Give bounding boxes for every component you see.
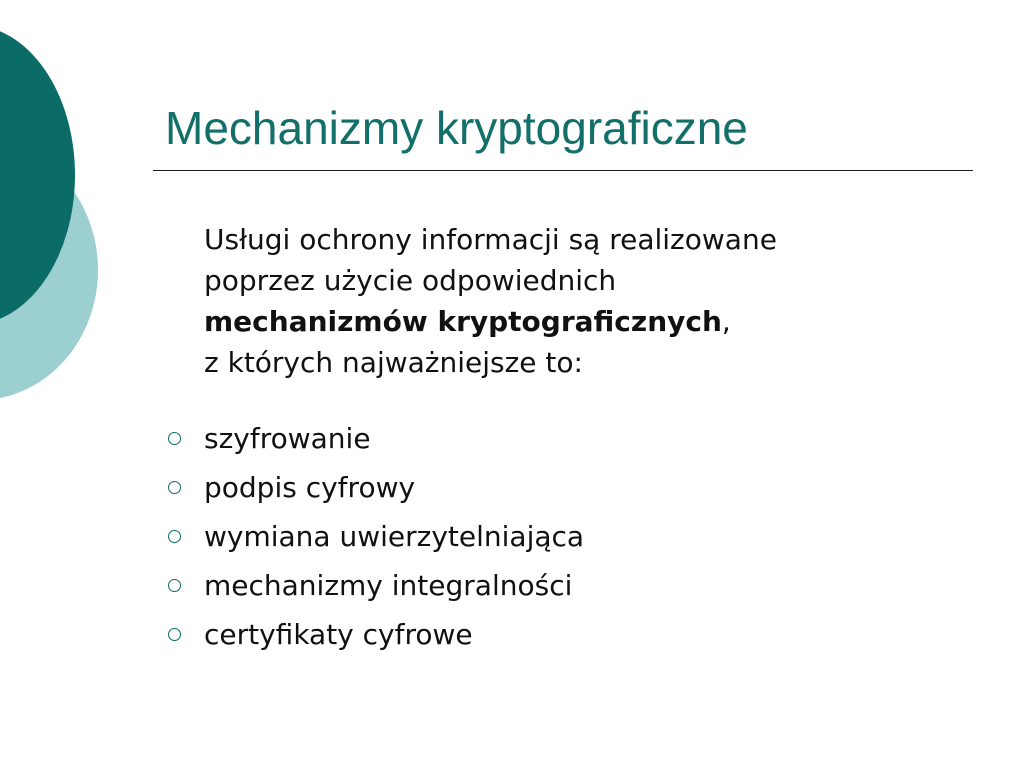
hollow-circle-icon [168,481,181,494]
list-item-label: mechanizmy integralności [204,569,573,602]
hollow-circle-icon [168,628,181,641]
list-item [160,463,584,512]
list-item-label: szyfrowanie [204,422,371,455]
intro-emphasis: mechanizmów kryptograficznych [204,305,722,338]
intro-line-3-rest: , [721,305,731,338]
intro-paragraph [204,219,964,383]
title-divider [153,170,973,171]
intro-line-3 [204,301,964,342]
list-item [160,512,584,561]
intro-line-2: poprzez użycie odpowiednich [204,264,617,297]
hollow-circle-icon [168,530,181,543]
list-item [160,414,584,463]
intro-line-4: z których najważniejsze to: [204,346,583,379]
list-item [160,561,584,610]
hollow-circle-icon [168,579,181,592]
slide-title: Mechanizmy kryptograficzne [165,102,748,154]
intro-line-1: Usługi ochrony informacji są realizowane [204,223,777,256]
list-item-label: podpis cyfrowy [204,471,416,504]
hollow-circle-icon [168,432,181,445]
list-item-label: certyfikaty cyfrowe [204,618,473,651]
list-item-label: wymiana uwierzytelniająca [204,520,585,553]
bullet-list [160,414,584,659]
list-item [160,610,584,659]
